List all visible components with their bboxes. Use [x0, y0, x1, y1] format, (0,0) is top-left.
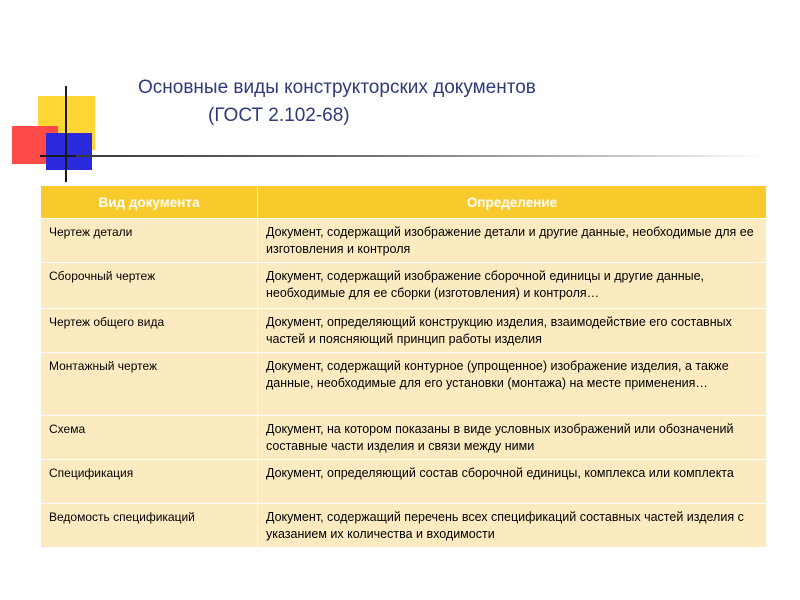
table-header-row — [41, 186, 767, 219]
row-name: Схема — [41, 416, 258, 460]
row-name: Чертеж общего вида — [41, 309, 258, 353]
table-row — [41, 309, 767, 353]
table-row — [41, 263, 767, 309]
row-definition: Документ, определяющий конструкцию изделия, взаимодействие его составных частей и поясняющий принцип работы изделия — [258, 309, 767, 353]
row-definition: Документ, определяющий состав сборочной единицы, комплекса или комплекта — [258, 460, 767, 504]
row-name: Чертеж детали — [41, 219, 258, 263]
column-header-definition: Определение — [258, 186, 767, 219]
row-definition: Документ, содержащий изображение сборочной единицы и другие данные, необходимые для ее сборки (изготовления) и контроля… — [258, 263, 767, 309]
row-definition: Документ, на котором показаны в виде условных изображений или обозначений составные части изделия и связи между ними — [258, 416, 767, 460]
document-types-table — [40, 185, 767, 548]
row-name: Сборочный чертеж — [41, 263, 258, 309]
row-name: Монтажный чертеж — [41, 353, 258, 416]
row-definition: Документ, содержащий перечень всех спецификаций составных частей изделия с указанием их количества и входимости — [258, 504, 767, 548]
table-row — [41, 504, 767, 548]
slide-title: Основные виды конструкторских документов — [138, 77, 536, 98]
row-name: Ведомость спецификаций — [41, 504, 258, 548]
table-row — [41, 219, 767, 263]
decor-blue-square — [46, 133, 92, 170]
table-row — [41, 353, 767, 416]
title-underline — [76, 155, 766, 157]
row-definition: Документ, содержащий изображение детали и другие данные, необходимые для ее изготовления и контроля — [258, 219, 767, 263]
row-name: Спецификация — [41, 460, 258, 504]
decor-horizontal-line — [40, 155, 78, 157]
row-definition: Документ, содержащий контурное (упрощенное) изображение изделия, а также данные, необходимые для его установки (монтажа) на месте применения… — [258, 353, 767, 416]
slide-subtitle: (ГОСТ 2.102-68) — [208, 105, 350, 126]
decor-vertical-line — [65, 86, 67, 182]
column-header-type: Вид документа — [41, 186, 258, 219]
table-row — [41, 416, 767, 460]
table-row — [41, 460, 767, 504]
